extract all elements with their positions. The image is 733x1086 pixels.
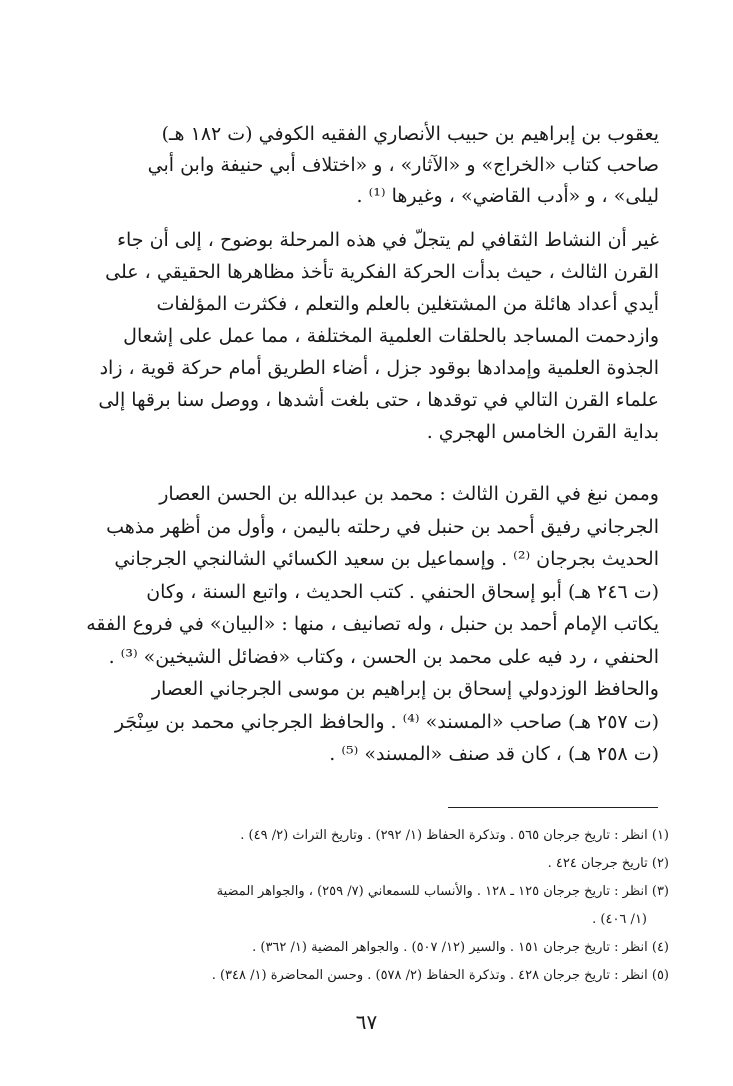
footnote-divider — [448, 807, 658, 808]
text-line: بداية القرن الخامس الهجري . — [426, 421, 659, 443]
text-line: غير أن النشاط الثقافي لم يتجلّ في هذه المرحلة بوضوح ، إلى أن جاء — [117, 229, 659, 251]
text-line: الحديث بجرجان ⁽²⁾ . وإسماعيل بن سعيد الكسائي الشالنجي الجرجاني — [114, 548, 659, 570]
text-line: علماء القرن التالي في توقدها ، حتى بلغت أشدها ، ووصل سنا برقها إلى — [98, 389, 659, 411]
text-line: الجذوة العلمية وإمدادها بوقود جزل ، أضاء الطريق أمام حركة قوية ، زاد — [99, 357, 659, 379]
footnote-4: (٤) انظر : تاريخ جرجان ١٥١ . والسير (١٢/ ٥٠٧) . والجواهر المضية (١/ ٣٦٢) . — [252, 940, 669, 955]
body-paragraph — [88, 119, 659, 212]
text-line: وممن نبغ في القرن الثالث : محمد بن عبدالله بن الحسن العصار — [159, 483, 659, 505]
page-number: ٦٧ — [355, 1010, 378, 1034]
footnote-5: (٥) انظر : تاريخ جرجان ٤٢٨ . وتذكرة الحفاظ (٢/ ٥٧٨) . وحسن المحاضرة (١/ ٣٤٨) . — [211, 968, 669, 983]
body-paragraph — [88, 478, 659, 771]
text-line: صاحب كتاب «الخراج» و «الآثار» ، و «اختلاف أبي حنيفة وابن أبي — [147, 154, 659, 176]
text-line: الحنفي ، رد فيه على محمد بن الحسن ، وكتاب «فضائل الشيخين» ⁽³⁾ . — [108, 645, 659, 668]
footnote-1: (١) انظر : تاريخ جرجان ٥٦٥ . وتذكرة الحفاظ (١/ ٢٩٢) . وتاريخ التراث (٢/ ٤٩) . — [240, 828, 669, 843]
text-line: أيدي أعداد هائلة من المشتغلين بالعلم والتعلم ، فكثرت المؤلفات — [156, 293, 659, 315]
text-line: الجرجاني رفيق أحمد بن حنبل في رحلته باليمن ، وأول من أظهر مذهب — [106, 515, 659, 538]
text-line: (ت ٢٥٨ هـ) ، كان قد صنف «المسند» ⁽⁵⁾ . — [329, 743, 659, 765]
text-line: (ت ٢٤٦ هـ) أبو إسحاق الحنفي . كتب الحديث ، واتبع السنة ، وكان — [146, 580, 659, 603]
text-line: ليلى» ، و «أدب القاضي» ، وغيرها ⁽¹⁾ . — [356, 185, 659, 207]
text-line: والحافظ الوزدولي إسحاق بن إبراهيم بن موسى الجرجاني العصار — [151, 678, 659, 700]
footnote-3: (٣) انظر : تاريخ جرجان ١٢٥ ـ ١٢٨ . والأنساب للسمعاني (٧/ ٢٥٩) ، والجواهر المضية — [216, 884, 669, 899]
text-line: يكاتب الإمام أحمد بن حنبل ، وله تصانيف ، منها : «البيان» في فروع الفقه — [86, 613, 659, 635]
body-paragraph — [88, 224, 659, 448]
footnotes — [88, 822, 669, 990]
footnote-3-continuation: (١/ ٤٠٦) . — [592, 912, 647, 927]
text-line: يعقوب بن إبراهيم بن حبيب الأنصاري الفقيه الكوفي (ت ١٨٢ هـ) — [161, 123, 659, 145]
text-line: (ت ٢٥٧ هـ) صاحب «المسند» ⁽⁴⁾ . والحافظ الجرجاني محمد بن سِنْجَر — [114, 710, 659, 733]
footnote-2: (٢) تاريخ جرجان ٤٢٤ . — [547, 856, 669, 871]
text-line: وازدحمت المساجد بالحلقات العلمية المختلفة ، مما عمل على إشعال — [123, 325, 659, 347]
text-line: القرن الثالث ، حيث بدأت الحركة الفكرية تأخذ مظاهرها الحقيقي ، على — [105, 261, 659, 283]
